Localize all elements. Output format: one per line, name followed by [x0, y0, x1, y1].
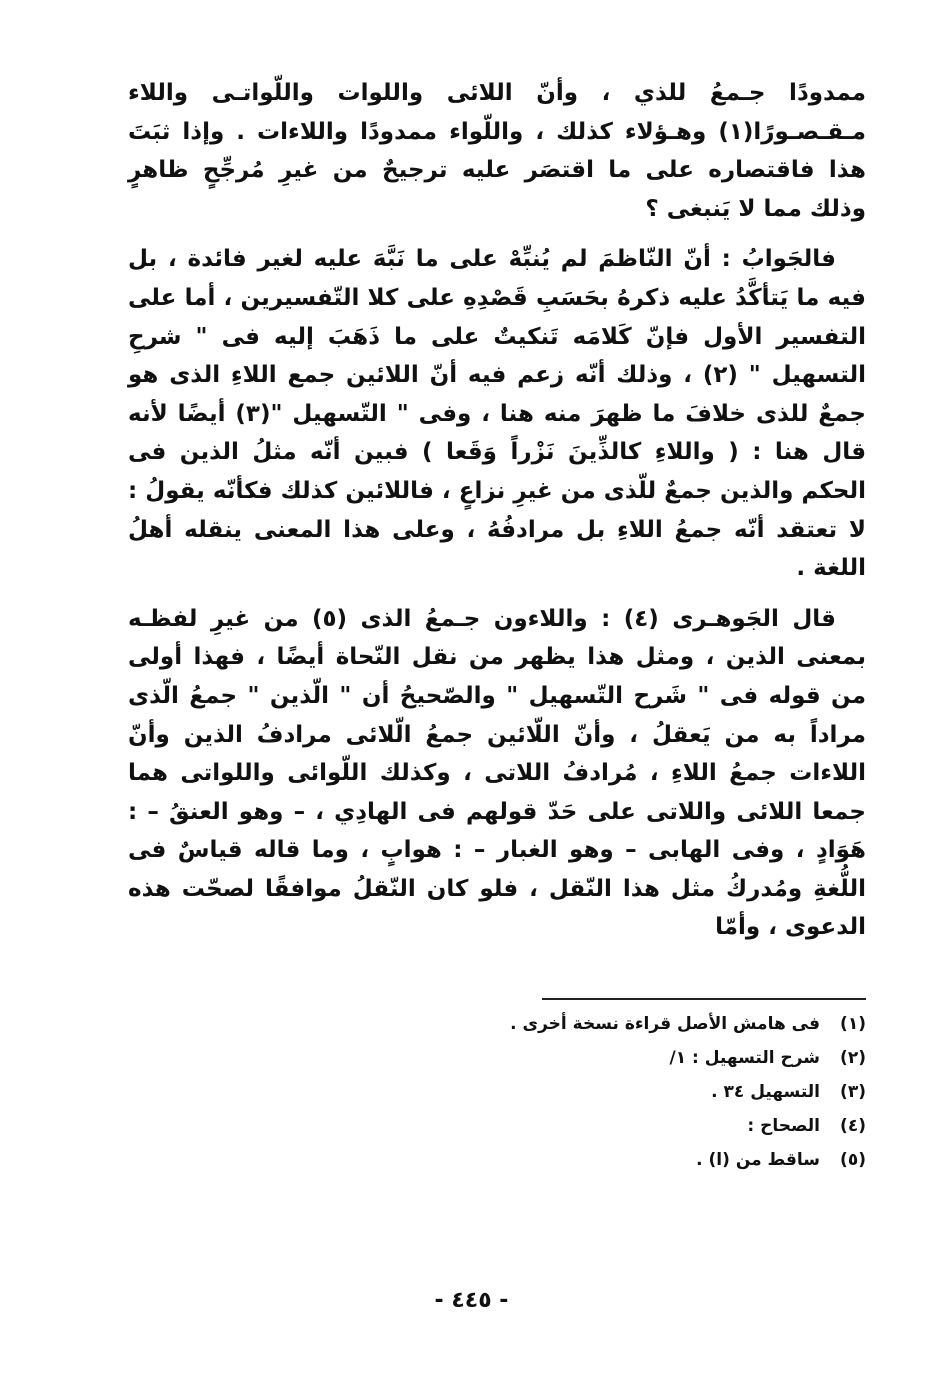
- main-text: [128, 74, 866, 959]
- footnote-text: التسهيل ٣٤ .: [711, 1082, 820, 1102]
- footnote-item: [360, 1150, 866, 1184]
- footnote-item: [360, 1116, 866, 1150]
- paragraph-2: فالجَوابُ : أنّ النّاظمَ لم يُنبِّهْ على ما نَبَّهَ عليه لغير فائدة ، بل فيه ما يَتأكَّدُ عليه ذكرهُ بحَسَبِ قَصْدِهِ على كلا التّفسيرين ، أما على التفسير الأول فإنّ كَلامَه تَنكيتٌ على ما ذَهَبَ إليه فى " شرحِ التسهيل " (٢) ، وذلك أنّه زعم فيه أنّ اللائين جمع اللاءِ الذى هو جمعٌ للذى خلافَ ما ظهرَ منه هنا ، وفى " التّسهيل "(٣) أيضًا لأنه قال هنا : ( واللاءِ كالذِّينَ نَزْراً وَقَعا ) فبين أنّه مثلُ الذين فى الحكم والذين جمعٌ للّذى من غيرِ نزاعٍ ، فاللائين كذلك فكأنّه يقولُ : لا تعتقد أنّه جمعُ اللاءِ بل مرادفُهُ ، وعلى هذا المعنى ينقله أهلُ اللغة .: [128, 246, 866, 582]
- footnote-item: [360, 1082, 866, 1116]
- footnote-text: الصحاح :: [747, 1116, 820, 1136]
- footnote-text: فى هامش الأصل قراءة نسخة أخرى .: [510, 1014, 820, 1034]
- footnote-separator: [542, 998, 866, 1000]
- footnote-number: (٢): [840, 1048, 866, 1068]
- paragraph-3: قال الجَوهـرى (٤) : واللاءون جـمعُ الذى (٥) من غيرِ لفظـه بمعنى الذين ، ومثل هذا يظهر من نقل النّحاة أيضًا ، فهذا أولى من قوله فى " شَرح التّسهيل " والصّحيحُ أن " الّذين " جمعُ الّذى مراداً به من يَعقلُ ، وأنّ اللّائين جمعُ الّلائى مرادفُ الذين وأنّ اللاءات جمعُ اللاءِ ، مُرادفُ اللاتى ، وكذلك اللّوائى واللواتى هما جمعا اللائى واللاتى على حَدّ قولهم فى الهادِي ، – وهو العنقُ – : هَوَادٍ ، وفى الهابى – وهو الغبار – : هوابٍ ، وما قاله قياسٌ فى اللُّغةِ ومُدركُ مثل هذا النّقل ، فلو كان النّقلُ موافقًا لصحّت هذه الدعوى ، وأمّا: [128, 605, 866, 941]
- page-number: - ٤٤٥ -: [434, 1288, 509, 1313]
- footnote-number: (١): [840, 1014, 866, 1034]
- footnote-number: (٥): [840, 1150, 866, 1170]
- footnote-item: [360, 1014, 866, 1048]
- paragraph-1: ممدودًا جـمعُ للذي ، وأنّ اللائى واللوات واللّواتـى واللاء مـقـصـورًا(١) وهـؤلاء كذلك ، واللّواء ممدودًا واللاءات . وإذا ثبَتَ هذا فاقتصاره على ما اقتصَر عليه ترجيحٌ من غيرِ مُرجِّحٍ ظاهرٍ وذلك مما لا يَنبغى ؟: [128, 80, 866, 222]
- footnotes: [360, 1014, 866, 1184]
- footnote-text: ساقط من (ا) .: [696, 1150, 820, 1170]
- footnote-item: [360, 1048, 866, 1082]
- footnote-text: شرح التسهيل : ١/: [669, 1048, 820, 1068]
- footnote-number: (٤): [840, 1116, 866, 1136]
- footnote-number: (٣): [840, 1082, 866, 1102]
